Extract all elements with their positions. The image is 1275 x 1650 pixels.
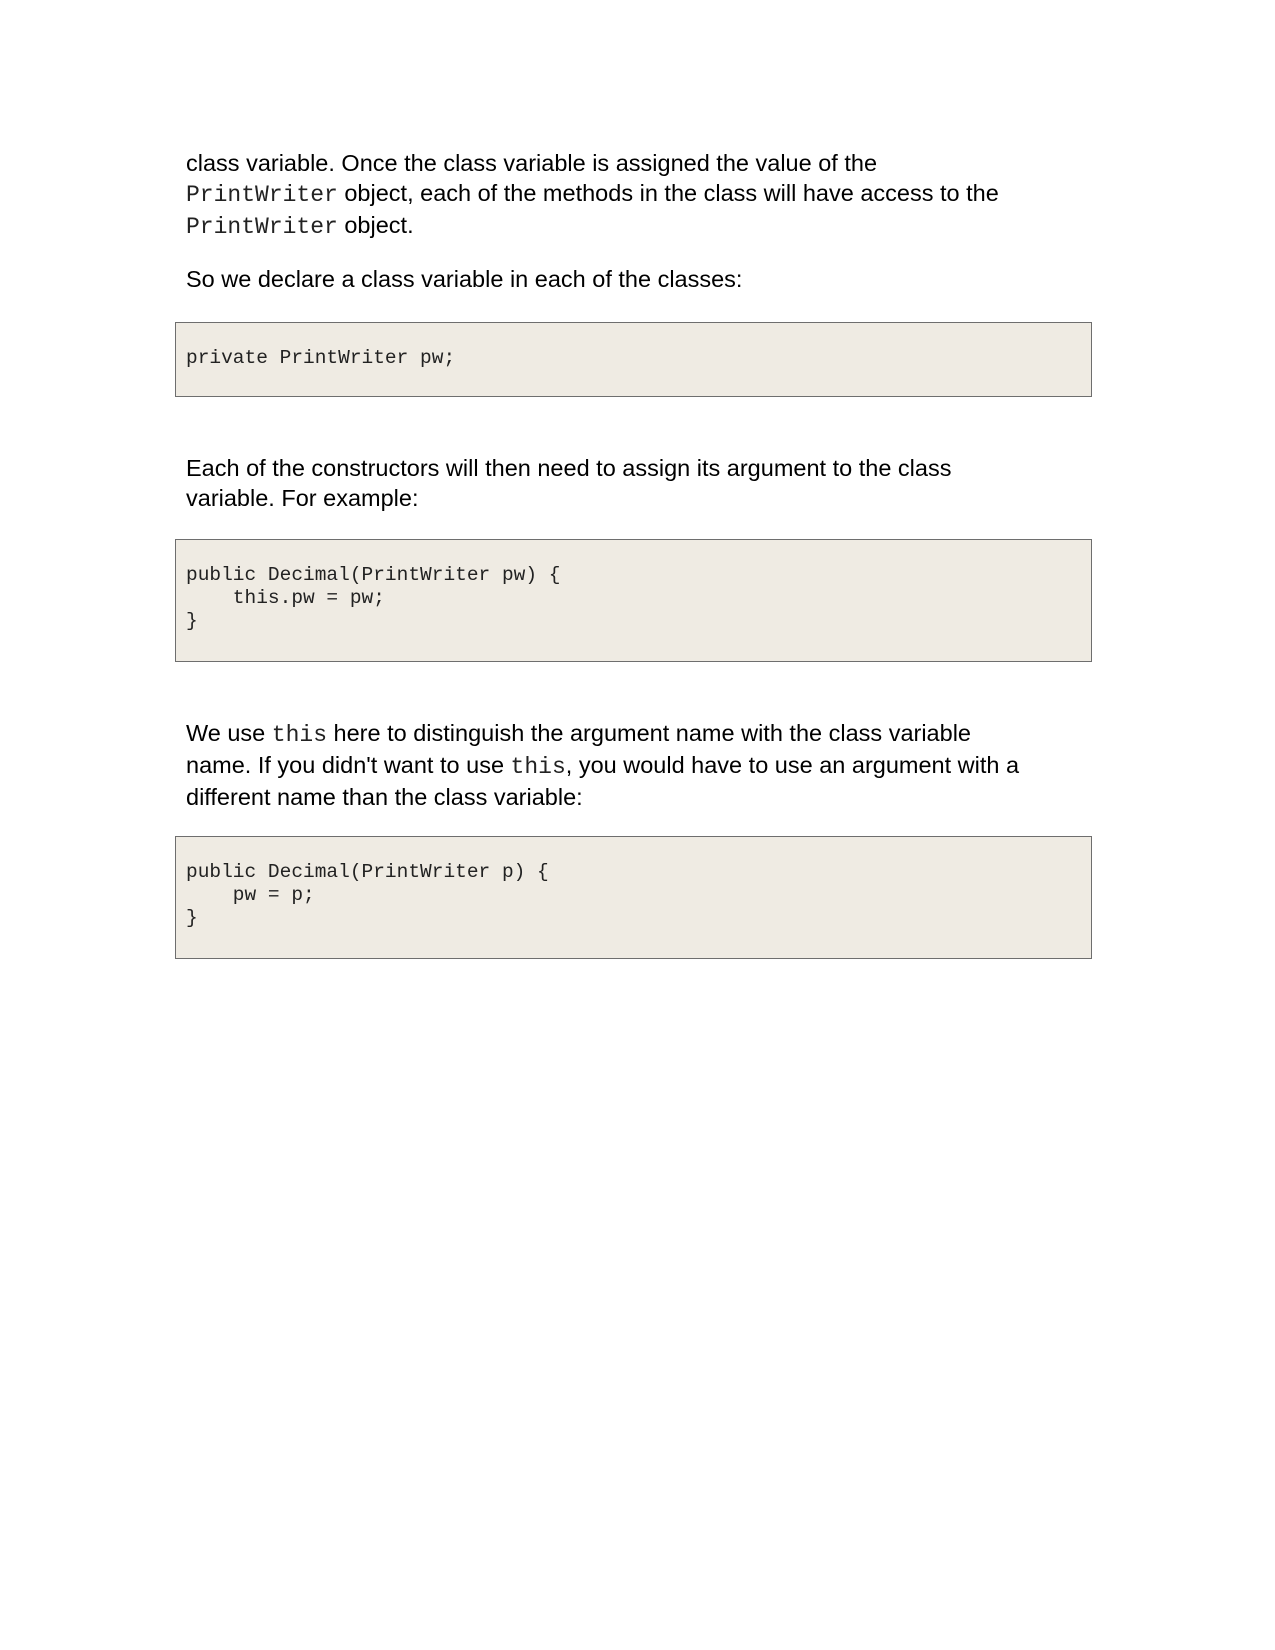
code-line: this.pw = pw; <box>186 587 385 609</box>
paragraph-line: PrintWriter object, each of the methods in the class will have access to the <box>186 180 999 208</box>
inline-code: this <box>510 754 566 780</box>
code-line: public Decimal(PrintWriter pw) { <box>186 564 561 586</box>
paragraph-constructors-assign <box>186 453 1086 513</box>
paragraph-line: PrintWriter object. <box>186 212 414 240</box>
paragraph-line: Each of the constructors will then need to assign its argument to the class <box>186 455 952 481</box>
paragraph-declare-class-variable: So we declare a class variable in each of the classes: <box>186 266 743 292</box>
code-block-declaration <box>175 322 1092 397</box>
inline-code: PrintWriter <box>186 214 338 240</box>
paragraph-line: class variable. Once the class variable is assigned the value of the <box>186 150 878 176</box>
code-line: private PrintWriter pw; <box>186 347 456 369</box>
paragraph-this-explanation <box>186 718 1086 812</box>
code-block-constructor-this <box>175 539 1092 662</box>
paragraph-line: variable. For example: <box>186 485 419 511</box>
paragraph-line: name. If you didn't want to use this, you would have to use an argument with a <box>186 752 1020 780</box>
paragraph-line: We use this here to distinguish the argument name with the class variable <box>186 720 971 748</box>
inline-code: this <box>271 722 327 748</box>
code-line: } <box>186 610 198 632</box>
paragraph-printwriter-access <box>186 148 1086 242</box>
code-line: public Decimal(PrintWriter p) { <box>186 861 549 883</box>
code-block-constructor-alt <box>175 836 1092 959</box>
code-line: pw = p; <box>186 884 315 906</box>
paragraph-line: different name than the class variable: <box>186 784 583 810</box>
inline-code: PrintWriter <box>186 182 338 208</box>
code-line: } <box>186 907 198 929</box>
